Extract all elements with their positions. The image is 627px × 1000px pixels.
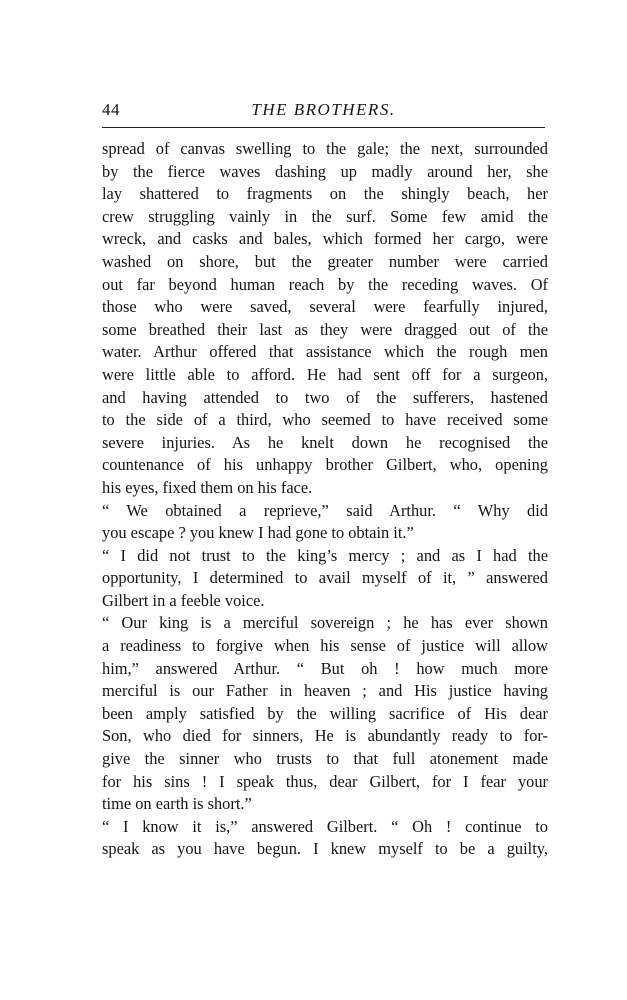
text-line: a readiness to forgive when his sense of justice will allow [102,636,548,656]
page-header [102,100,545,124]
text-line: “ I know it is,” answered Gilbert. “ Oh ! continue to [102,816,548,836]
text-line: “ I did not trust to the king’s mercy ; and as I had the [102,545,548,565]
text-line: you escape ? you knew I had gone to obtain it.” [102,523,414,543]
text-line: by the fierce waves dashing up madly around her, she [102,161,548,181]
text-line: some breathed their last as they were dragged out of the [102,319,548,339]
text-line: lay shattered to fragments on the shingly beach, her [102,184,548,204]
text-line: been amply satisfied by the willing sacrifice of His dear [102,703,548,723]
text-line: his eyes, fixed them on his face. [102,477,313,497]
text-line: speak as you have begun. I knew myself to be a guilty, [102,839,548,859]
text-line: Son, who died for sinners, He is abundantly ready to for- [102,726,548,746]
text-line: out far beyond human reach by the receding waves. Of [102,274,548,294]
text-line: merciful is our Father in heaven ; and His justice having [102,681,548,701]
running-head: THE BROTHERS. [251,100,396,119]
text-line: washed on shore, but the greater number were carried [102,251,548,271]
text-line: “ Our king is a merciful sovereign ; he has ever shown [102,613,548,633]
text-line: wreck, and casks and bales, which formed her cargo, were [102,229,548,249]
text-line: countenance of his unhappy brother Gilbert, who, opening [102,455,548,475]
text-line: “ We obtained a reprieve,” said Arthur. “ Why did [102,500,548,520]
text-line: opportunity, I determined to avail myself of it, ” answered [102,568,548,588]
text-line: severe injuries. As he knelt down he recognised the [102,432,548,452]
text-line: crew struggling vainly in the surf. Some few amid the [102,206,548,226]
text-line: give the sinner who trusts to that full atonement made [102,749,548,769]
text-line: those who were saved, several were fearfully injured, [102,297,548,317]
text-line: were little able to afford. He had sent off for a surgeon, [102,364,548,384]
text-line: and having attended to two of the sufferers, hastened [102,387,548,407]
text-line: time on earth is short.” [102,794,252,814]
text-line: Gilbert in a feeble voice. [102,590,265,610]
text-line: to the side of a third, who seemed to have received some [102,410,548,430]
text-line: spread of canvas swelling to the gale; the next, surrounded [102,139,548,158]
text-line: water. Arthur offered that assistance which the rough men [102,342,548,362]
text-line: him,” answered Arthur. “ But oh ! how much more [102,658,548,678]
header-rule [102,127,545,128]
body-text [102,138,548,861]
text-line: for his sins ! I speak thus, dear Gilbert, for I fear your [102,771,548,791]
page-number: 44 [102,100,120,119]
